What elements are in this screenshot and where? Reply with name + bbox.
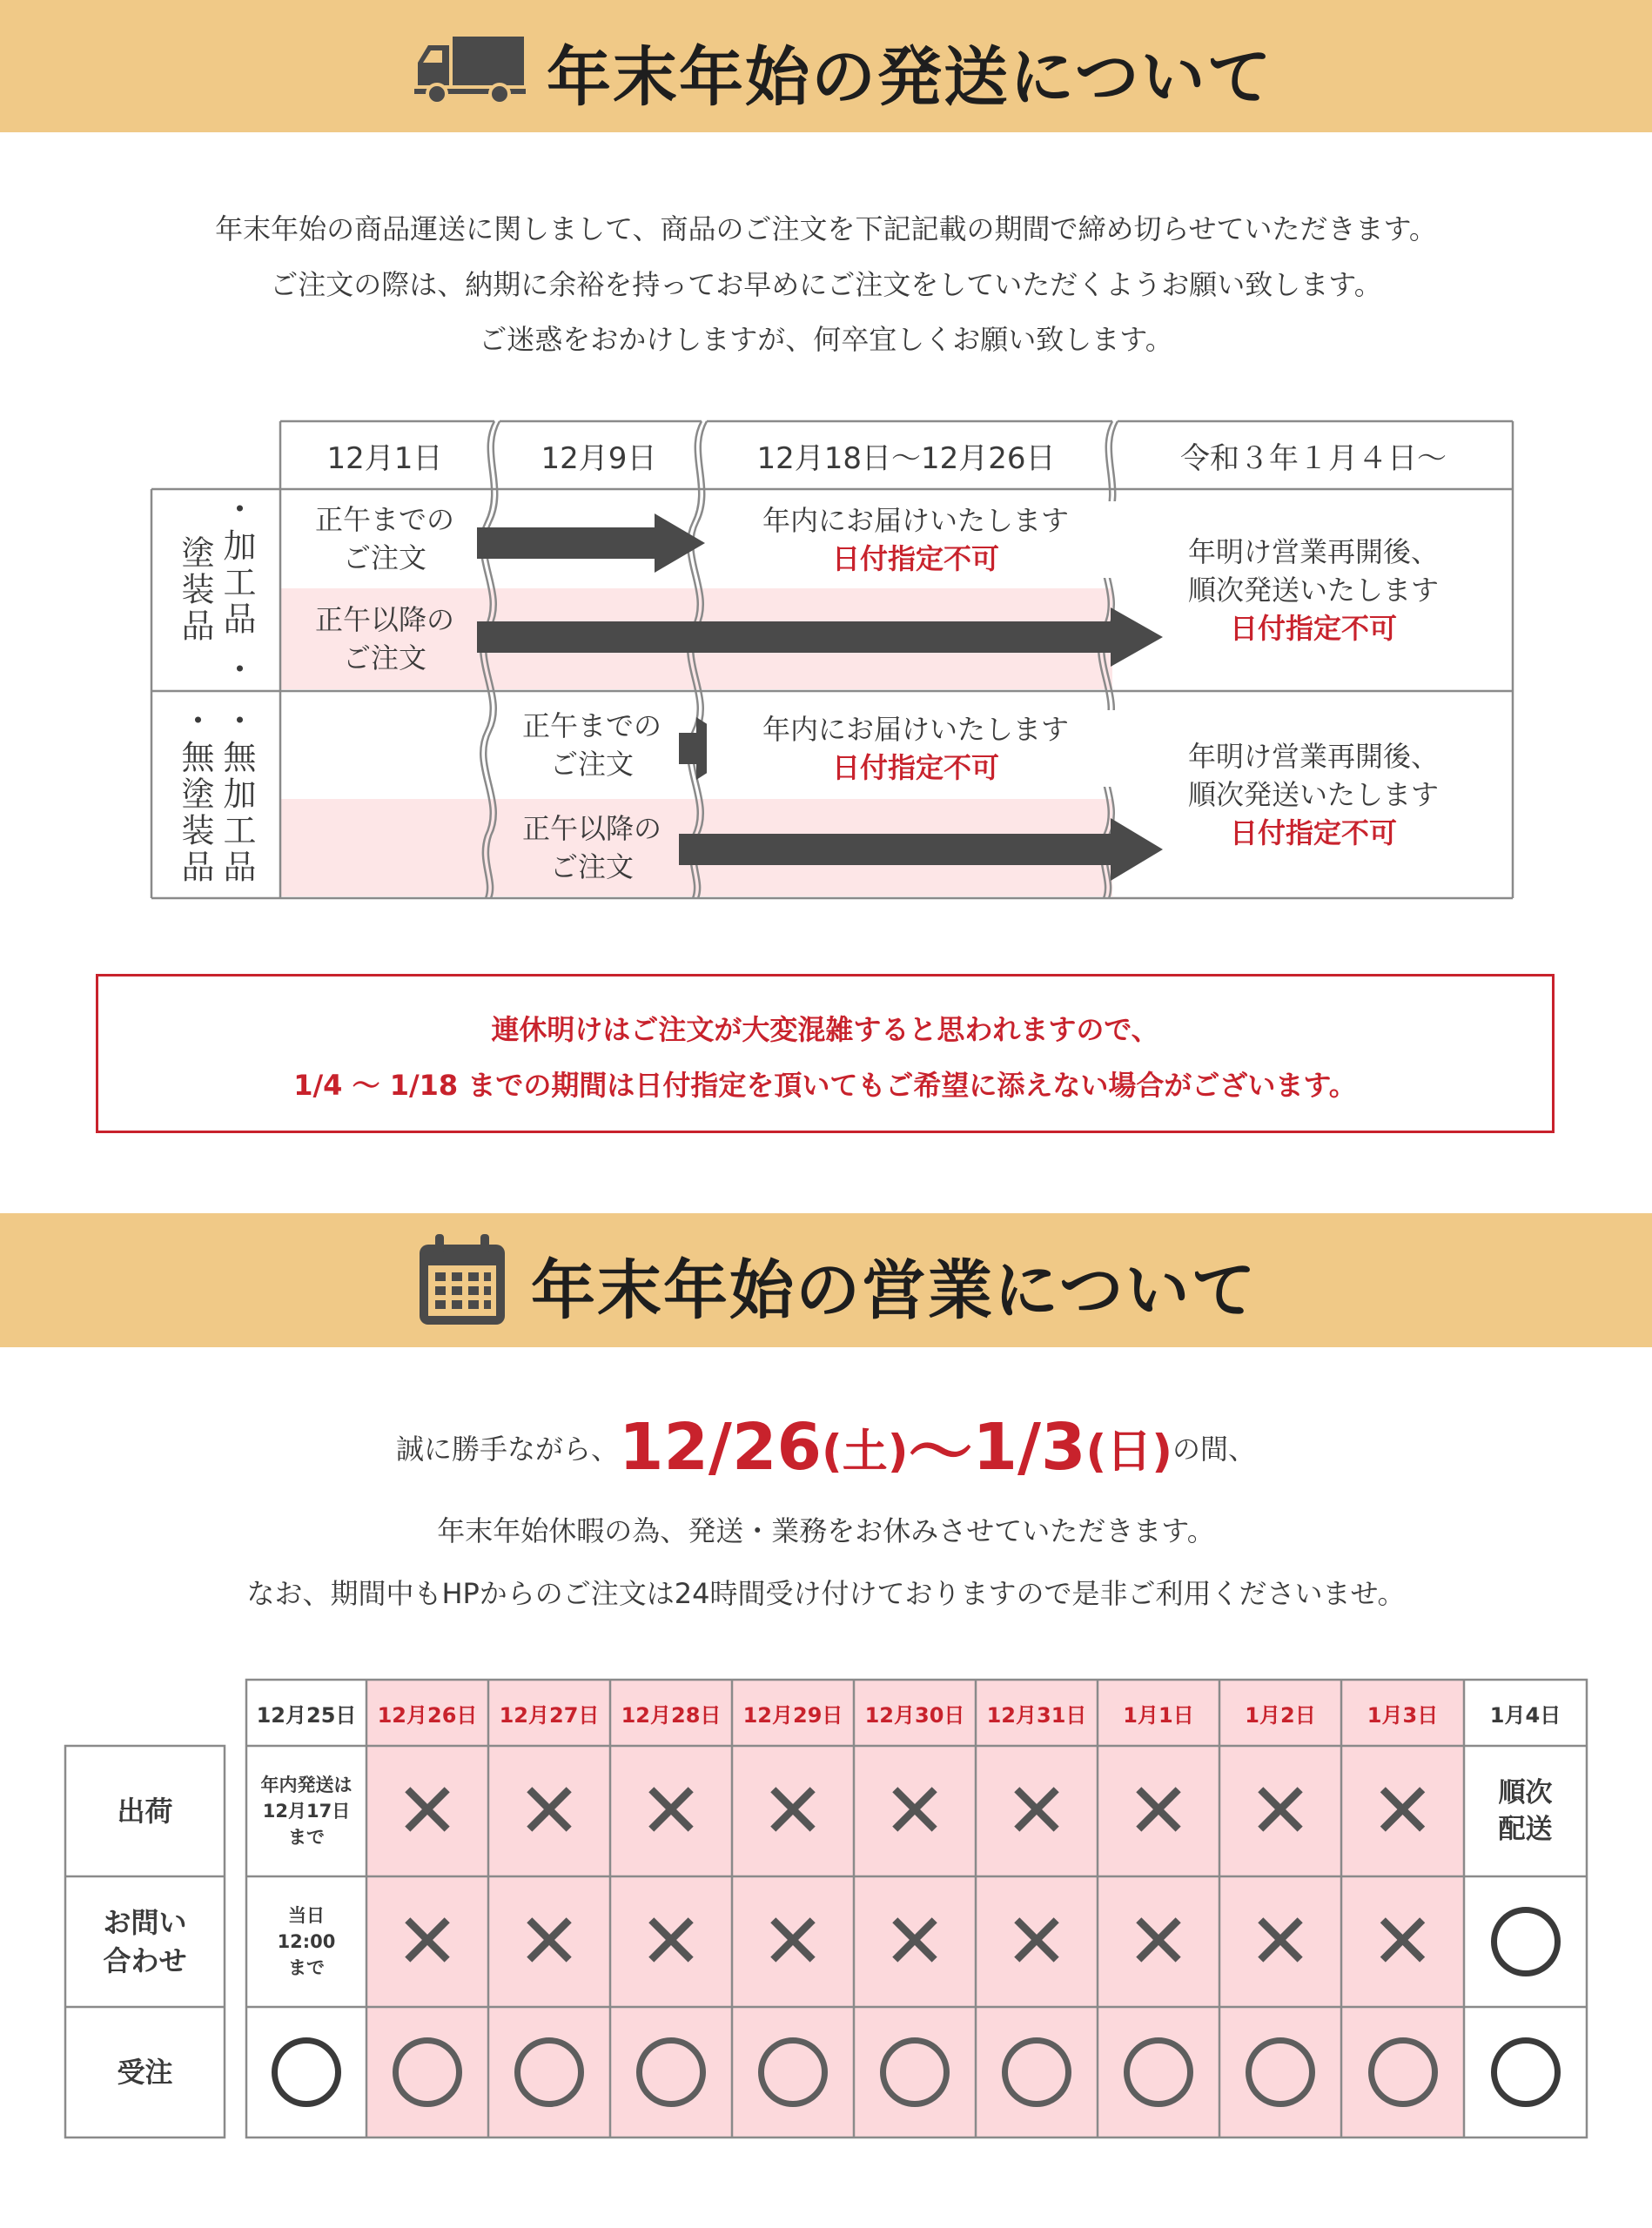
open-mark (272, 2037, 341, 2107)
col-header-dec1: 12月1日 (326, 440, 443, 476)
business-line-2: 年末年始休暇の為、発送・業務をお休みさせていただきます。 (437, 1514, 1215, 1547)
ship-1229 (732, 1746, 854, 1876)
calendar-icon (416, 1232, 508, 1328)
col-header-dec18-26: 12月18日～12月26日 (756, 440, 1056, 476)
g1-before-noon: 正午までの ご注文 (314, 503, 454, 574)
closed-mark: ✕ (1126, 1896, 1191, 1986)
inquiry-1225: 当日 12:00 まで (277, 1905, 336, 1978)
closed-mark: ✕ (395, 1896, 460, 1986)
day-header-1226: 12月26日 (377, 1702, 478, 1728)
closed-mark: ✕ (1370, 1896, 1435, 1986)
ship-1225: 年内発送は 12月17日 まで (260, 1775, 353, 1848)
inquiry-1226 (366, 1876, 488, 2007)
inquiry-0103 (1341, 1876, 1464, 2007)
business-line-1: 誠に勝手ながら、12/26(土)～1/3(日)の間、 (395, 1410, 1257, 1490)
inquiry-1228 (610, 1876, 732, 2007)
row-label-inquiry: お問い 合わせ (103, 1906, 187, 1977)
closed-mark: ✕ (517, 1766, 581, 1856)
closed-mark: ✕ (1248, 1766, 1313, 1856)
closed-mark: ✕ (761, 1896, 825, 1986)
open-mark (1368, 2037, 1438, 2107)
open-mark (393, 2037, 462, 2107)
col-header-dec9: 12月9日 (541, 440, 657, 476)
notice-line-1: 連休明けはご注文が大変混雑すると思われますので、 (491, 1013, 1159, 1046)
ship-0101 (1098, 1746, 1219, 1876)
closed-mark: ✕ (1004, 1766, 1069, 1856)
inquiry-1231 (976, 1876, 1098, 2007)
ship-1231 (976, 1746, 1098, 1876)
closed-mark: ✕ (1126, 1766, 1191, 1856)
shipping-intro-2: ご注文の際は、納期に余裕を持ってお早めにご注文をしていただくようお願い致します。 (270, 268, 1382, 301)
open-mark (1124, 2037, 1193, 2107)
day-header-1225: 12月25日 (256, 1702, 357, 1728)
open-mark (636, 2037, 706, 2107)
row-label-orders: 受注 (117, 2056, 173, 2089)
ship-0103 (1341, 1746, 1464, 1876)
orders-1229 (732, 2007, 854, 2137)
ship-1230 (854, 1746, 976, 1876)
orders-1228 (610, 2007, 732, 2137)
closed-mark: ✕ (883, 1766, 947, 1856)
g2-new-year: 年明け営業再開後、 順次発送いたします 日付指定不可 (1187, 740, 1439, 849)
closed-mark: ✕ (639, 1896, 703, 1986)
arrow-2 (477, 607, 1163, 667)
arrow-4 (679, 818, 1163, 881)
orders-0101 (1098, 2007, 1219, 2137)
g1-new-year: 年明け営業再開後、 順次発送いたします 日付指定不可 (1187, 535, 1439, 645)
day-header-0104: 1月4日 (1489, 1702, 1561, 1728)
inquiry-0101 (1098, 1876, 1219, 2007)
day-header-1231: 12月31日 (986, 1702, 1087, 1728)
g2-after-noon: 正午以降の ご注文 (521, 812, 661, 883)
open-mark (514, 2037, 584, 2107)
closed-mark: ✕ (883, 1896, 947, 1986)
ship-1226 (366, 1746, 488, 1876)
business-line-3: なお、期間中もHPからのご注文は24時間受け付けておりますので是非ご利用くださいませ。 (246, 1577, 1406, 1610)
shipping-title: 年末年始の発送について (547, 40, 1273, 115)
ship-1227 (488, 1746, 610, 1876)
group-label-unprocessed: ・無加工品 ・無塗装品 (176, 703, 256, 886)
closed-mark: ✕ (1248, 1896, 1313, 1986)
row-label-shipping: 出荷 (117, 1795, 173, 1828)
closed-mark: ✕ (395, 1766, 460, 1856)
closed-mark: ✕ (1370, 1766, 1435, 1856)
notice-box (96, 974, 1555, 1133)
closed-mark: ✕ (761, 1766, 825, 1856)
business-banner (0, 1213, 1652, 1347)
closed-mark: ✕ (639, 1766, 703, 1856)
notice-line-2: 1/4 ～ 1/18 までの期間は日付指定を頂いてもご希望に添えない場合がございます。 (293, 1069, 1357, 1102)
orders-0104 (1464, 2007, 1587, 2137)
open-mark (1491, 1907, 1561, 1976)
shipping-intro-1: 年末年始の商品運送に関しまして、商品のご注文を下記記載の期間で締め切らせていただきます。 (215, 212, 1437, 245)
inquiry-0102 (1219, 1876, 1341, 2007)
ship-0104: 順次 配送 (1498, 1777, 1553, 1845)
day-header-0103: 1月3日 (1367, 1702, 1439, 1728)
orders-1231 (976, 2007, 1098, 2137)
group-label-processed: ・加工品 ・塗装品 (176, 491, 256, 689)
day-header-0102: 1月2日 (1245, 1702, 1316, 1728)
day-header-1228: 12月28日 (621, 1702, 722, 1728)
arrow-1 (477, 513, 705, 573)
inquiry-1229 (732, 1876, 854, 2007)
g1-after-noon: 正午以降の ご注文 (314, 603, 454, 674)
g2-before-noon: 正午までの ご注文 (521, 709, 661, 781)
day-header-1229: 12月29日 (742, 1702, 843, 1728)
orders-0102 (1219, 2007, 1341, 2137)
orders-0103 (1341, 2007, 1464, 2137)
ship-1228 (610, 1746, 732, 1876)
shipping-intro-3: ご迷惑をおかけしますが、何卒宜しくお願い致します。 (479, 323, 1173, 356)
day-header-0101: 1月1日 (1123, 1702, 1194, 1728)
open-mark (1002, 2037, 1071, 2107)
business-title: 年末年始の営業について (531, 1253, 1258, 1328)
orders-1226 (366, 2007, 488, 2137)
open-mark (1246, 2037, 1315, 2107)
ship-0102 (1219, 1746, 1341, 1876)
closed-mark: ✕ (517, 1896, 581, 1986)
col-header-jan4: 令和３年１月４日～ (1180, 440, 1447, 476)
open-mark (1491, 2037, 1561, 2107)
g1-within-year: 年内にお届けいたします 日付指定不可 (707, 501, 1125, 578)
inquiry-1227 (488, 1876, 610, 2007)
orders-1227 (488, 2007, 610, 2137)
closed-mark: ✕ (1004, 1896, 1069, 1986)
open-mark (758, 2037, 828, 2107)
g2-within-year: 年内にお届けいたします 日付指定不可 (707, 710, 1125, 787)
orders-1230 (854, 2007, 976, 2137)
day-header-1230: 12月30日 (864, 1702, 965, 1728)
orders-1225 (246, 2007, 366, 2137)
inquiry-0104 (1464, 1876, 1587, 2007)
day-header-1227: 12月27日 (499, 1702, 600, 1728)
inquiry-1230 (854, 1876, 976, 2007)
open-mark (880, 2037, 950, 2107)
